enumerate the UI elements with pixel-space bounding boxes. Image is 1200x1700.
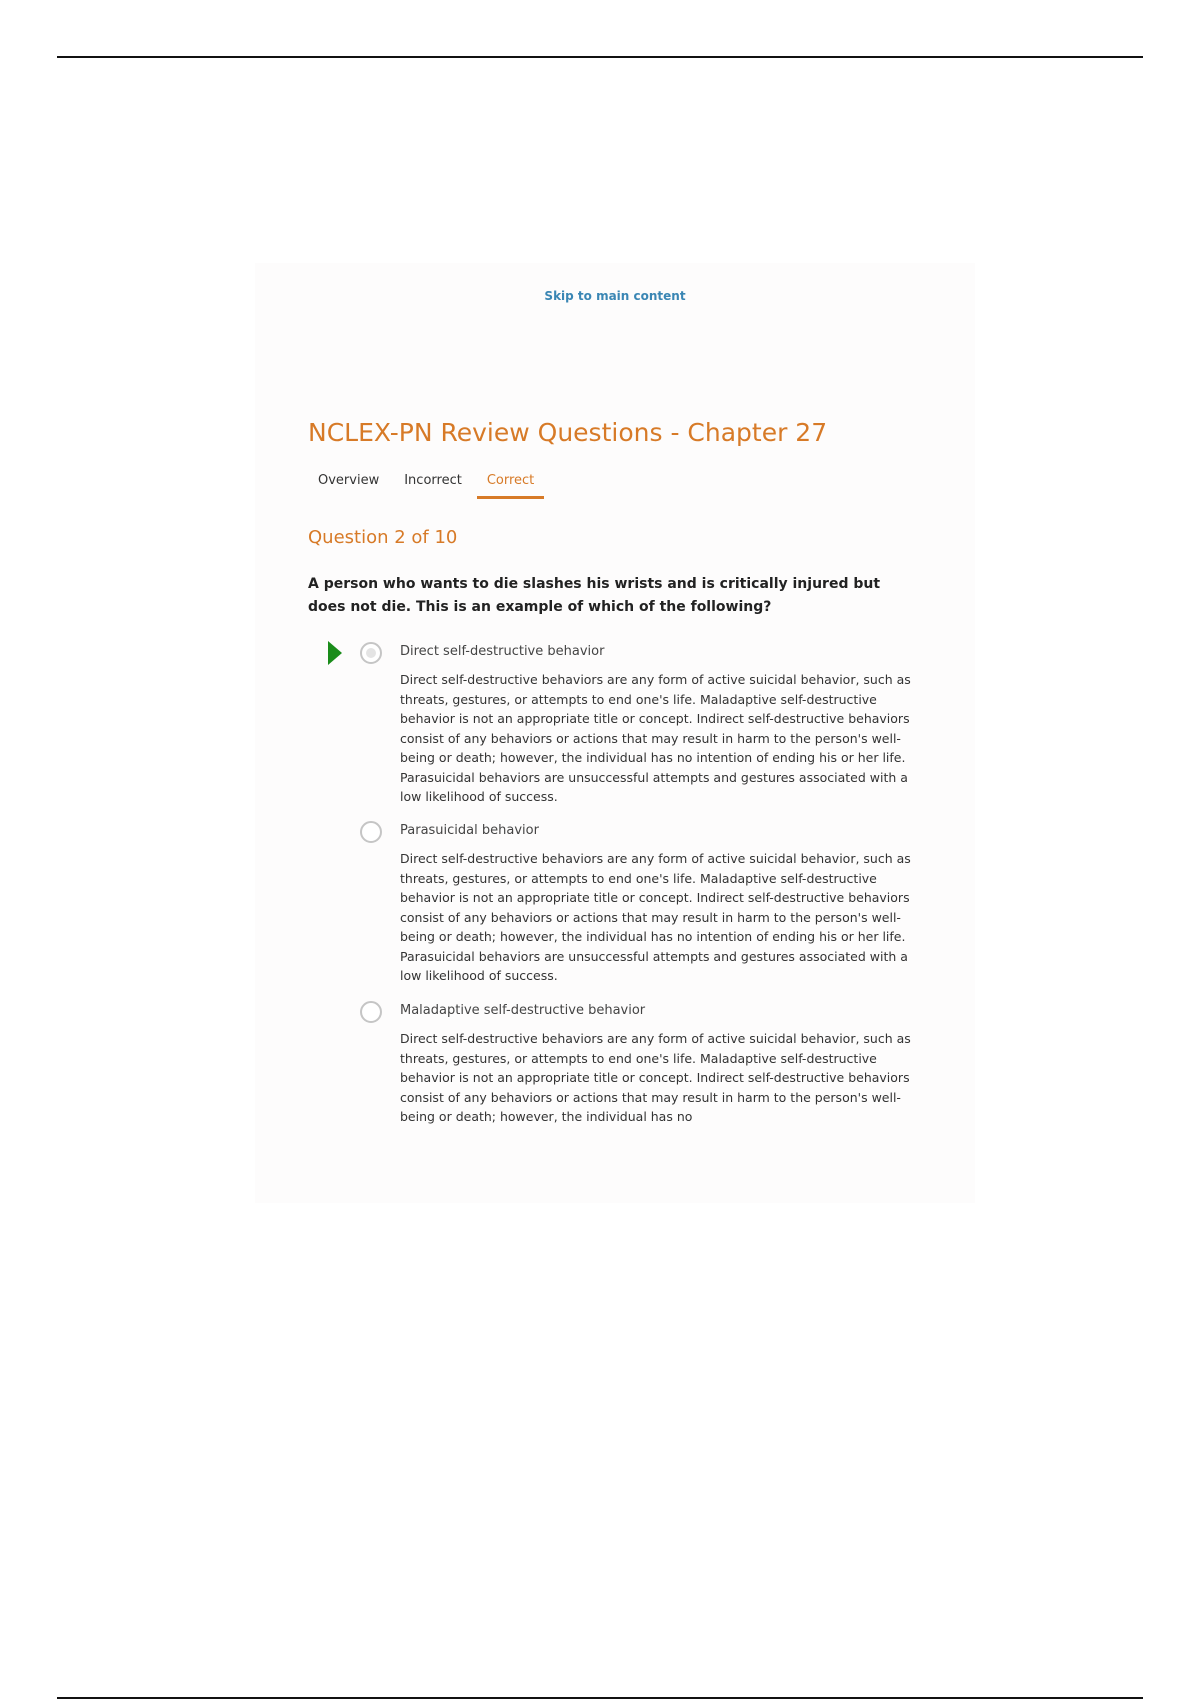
tab-correct[interactable]: Correct — [477, 467, 544, 499]
page-title: NCLEX-PN Review Questions - Chapter 27 — [308, 418, 828, 447]
answer-rationale: Direct self-destructive behaviors are any form of active suicidal behavior, such as threats, gestures, or attempts to end one's life. Maladaptive self-destructive behavior is not an appropriate title or concept. Indirect self-destructive behaviors consist of any behaviors or actions that may result in harm to the person's well-being or death; however, the individual has no intention of ending his or her life. Parasuicidal behaviors are unsuccessful attempts and gestures associated with a low likelihood of success. — [400, 851, 911, 983]
question-text: A person who wants to die slashes his wrists and is critically injured but does not die. This is an example of which of the following? — [308, 576, 881, 615]
correct-answer-arrow-icon — [328, 641, 342, 665]
tab-overview[interactable]: Overview — [318, 473, 380, 488]
screenshot-panel — [255, 263, 975, 1203]
skip-to-main-link[interactable]: Skip to main content — [544, 289, 686, 303]
radio-dot-icon — [366, 648, 376, 658]
answer-label: Maladaptive self-destructive behavior — [400, 1003, 646, 1018]
answer-label: Parasuicidal behavior — [400, 823, 539, 838]
question-counter: Question 2 of 10 — [308, 527, 458, 548]
answer-radio[interactable] — [360, 642, 382, 664]
bottom-rule — [57, 1697, 1143, 1699]
answer-rationale: Direct self-destructive behaviors are any form of active suicidal behavior, such as threats, gestures, or attempts to end one's life. Maladaptive self-destructive behavior is not an appropriate title or concept. Indirect self-destructive behaviors consist of any behaviors or actions that may result in harm to the person's well-being or death; however, the individual has no — [400, 1031, 911, 1124]
tab-bar — [308, 467, 549, 499]
answer-rationale: Direct self-destructive behaviors are any form of active suicidal behavior, such as threats, gestures, or attempts to end one's life. Maladaptive self-destructive behavior is not an appropriate title or concept. Indirect self-destructive behaviors consist of any behaviors or actions that may result in harm to the person's well-being or death; however, the individual has no intention of ending his or her life. Parasuicidal behaviors are unsuccessful attempts and gestures associated with a low likelihood of success. — [400, 672, 911, 804]
answer-label: Direct self-destructive behavior — [400, 644, 605, 659]
top-rule — [57, 56, 1143, 58]
answer-radio[interactable] — [360, 821, 382, 843]
tab-incorrect[interactable]: Incorrect — [404, 473, 462, 488]
answer-radio[interactable] — [360, 1001, 382, 1023]
